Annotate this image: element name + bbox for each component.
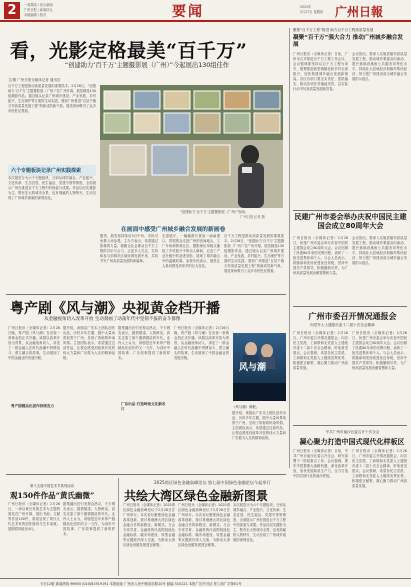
bottom-right-body-2: 广州日报讯（全媒体记者）2025湾区绿色金融高峰论坛于2月26日在广州举行。本次论坛聚焦绿色金融改革创新，探讨粤港澳大湾区绿色金融合作的新路径、新模式。与会专家学者、金融机构代表围绕绿色金融标准、碳市场建设、转型金融等议题展开深入交流，为推动大湾区绿色低碳发展建言献策。 xyxy=(178,503,230,547)
drama-body-2: 据介绍，该剧由广东本土团队创作出品，历时多年打磨，剧中大量场景取景于广州，呈现了浓郁的岭南风情。主创团队表示，希望通过这部作品，让观众感受到改革开放的伟大力量和广东敢为人先的精神品格。 xyxy=(63,326,115,360)
drama-subhead: 从金融视角切入改革开放 生动刻画了动荡年代中坚韧不拔的奋斗群像 xyxy=(44,317,181,322)
footer-ticker: 今日12版 新闻热线 96900 (020)81919191 本报地址 广州市人民中路同乐路10号 邮编 510121 本报广告许可证 粤工商广字第01号 xyxy=(0,578,411,587)
lead-body-1-cont: 百千万工程是推动高质量发展的重要抓手。2月26日，“创建助力‘百千万’主题摄影展（广州）”在广州开幕，展览精选130组摄影作品，通过镜头记录广州城乡建设、产业发展、乡村振兴、生态保护等方面的生动实践，展现广州推进“百县千镇万村高质量发展工程”的新成效新气象。展览现场吸引了众多市民驻足观看。 xyxy=(224,234,284,273)
right-body-5: 广州日报讯（全媒体记者）日前，中共广州市南沙区委召开全会，研究部署下一阶段重点工作。会议强调，要牢牢把握重大战略机遇，深化改革开放，加快发展新质生产力，全力打造中国式现代化的南沙样板。 xyxy=(293,449,348,478)
header-info: 一周要闻 / 综合新闻 广州日报 / 新闻综合 本版编辑 / 校对 xyxy=(24,3,53,17)
right-headline-2: 民建广州市委会举办庆祝中国民主建国会成立80周年大会 xyxy=(294,213,407,230)
drama-body-3: 剧集播出后引发观众热议，不少网友表示，剧情紧凑、人物鲜活，真实还原了那个激情燃烧的年代。业内人士认为，该剧是近年来粤产剧精品化创作的又一力作，为讲好中国故事、广东故事提供了新的样本。 xyxy=(118,326,170,360)
drama-divider xyxy=(6,294,286,295)
bottom-left-body-1: 广州日报讯（全媒体记者）2月26日，一场以黄氏家族艺术为主题的展览在广州开幕，展出书画、文献等作品150件，系统呈现了黄氏几代艺术家的创作脉络与艺术成就，展期将持续至4月。 xyxy=(8,502,60,531)
section-title: 要闻 xyxy=(172,4,204,20)
bottom-right-body-3: 本次展览分为六个专题板块，分别从城乡融合、产业振兴、文化传承、生态宜居、民生福祉、党建引领等维度，全面展示广州在推进百千万工程中的探索与成果。作品以纪实摄影为主，既有宏大的城市全景，也有细腻的人物特写，生动呈现了广州城乡面貌的深刻变化。 xyxy=(233,503,286,542)
lead-subsection-b: 在画面中感受广州城乡融合发展的新画卷 xyxy=(121,227,226,233)
page-number: 2 xyxy=(4,2,20,19)
right-body-3b: 会议指出，要深入实施县镇村高质量发展工程，推动城乡要素双向流动，提升基础设施和公共服务均等化水平，持续壮大县域经济和镇村集体经济，努力把广州建设成为城乡融合发展的示范区。 xyxy=(352,236,407,265)
right-divider-3 xyxy=(293,425,407,426)
lead-body-2: 本次展览分为六个专题板块，分别从城乡融合、产业振兴、文化传承、生态宜居、民生福祉、党建引领等维度，全面展示广州在推进百千万工程中的探索与成果。作品以纪实摄影为主，既有宏大的城市全景，也有细腻的人物特写，生动呈现了广州城乡面貌的深刻变化。 xyxy=(8,176,96,200)
right-headline-4: 凝心聚力打造中国式现代化样板区 xyxy=(299,438,405,446)
poster-caption: 《风与潮》海报。 xyxy=(232,405,260,409)
lead-byline: 文/图 广州日报全媒体记者 通讯员 xyxy=(8,78,61,82)
lead-headline: 看，光影定格最美“百千万” xyxy=(10,40,248,62)
right-divider-1 xyxy=(293,210,407,211)
lead-body-1: 百千万工程是推动高质量发展的重要抓手。2月26日，“创建助力‘百千万’主题摄影展（广州）”在广州开幕，展览精选130组摄影作品，通过镜头记录广州城乡建设、产业发展、乡村振兴、生态保护等方面的生动实践，展现广州推进“百县千镇万村高质量发展工程”的新成效新气象。展览现场吸引了众多市民驻足观看。 xyxy=(8,84,96,113)
right-headline-3: 广州市委召开情况通报会 xyxy=(308,312,397,321)
bottom-right-headline: 共绘大湾区绿色金融新图景 xyxy=(124,489,269,503)
drama-body-4: 广州日报讯（全媒体记者）2月26日晚，粤产剧《风与潮》在央视一套黄金档正式开播。该剧以改革开放为背景，从金融视角切入，讲述了一群金融人在时代浪潮中拼搏奋斗、勇立潮头的故事，生动展现了中国金融业的发展历程。 xyxy=(174,326,229,360)
lead-body-4: 走进展厅，一幅幅照片犹如一扇扇窗口，带领观众走进广州的田间地头、工厂车间和街巷社区。摄影师们用镜头捕捉了乡村振兴中的动人瞬间，记录了产业升级中的奋进身影，展现了城乡融合中的温暖故事。参观市民表示，展览让人真切感受到家乡的巨大变化。 xyxy=(162,234,220,268)
right-body-5b: 广州日报讯（全媒体记者）2月26日，广州市委召开情况通报会，向各民主党派、工商联和无党派人士通报市委十二届十次全会精神，听取意见建议。会议强调，希望各民主党派、工商联和无党派人士继续发挥优势，积极建言献策，凝心聚力推动广州高质量发展。 xyxy=(352,449,407,488)
bottom-divider xyxy=(6,474,286,475)
right-body-4b: 广州日报讯（全媒体记者）2月26日，民建广州市委会举办庆祝中国民主建国会成立80周年大会。会议回顾了民建80年来的光辉历程，表彰了一批先进集体和个人。与会人员表示，将继承和发扬民建优良传统，坚持中国共产党领导，积极履职尽责，为广州高质量发展贡献智慧和力量。 xyxy=(352,331,407,370)
photo-illustration xyxy=(100,85,283,208)
bottom-right-kicker: 2025湾区绿色金融高峰论坛 第七届中国绿色金融论坛今起举行 xyxy=(154,480,271,485)
bottom-right-body-1: 广州日报讯（全媒体记者）2025湾区绿色金融高峰论坛于2月26日在广州举行。本次论坛聚焦绿色金融改革创新，探讨粤港澳大湾区绿色金融合作的新路径、新模式。与会专家学者、金融机构代表围绕绿色金融标准、碳市场建设、转型金融等议题展开深入交流，为推动大湾区绿色低碳发展建言献策。 xyxy=(123,503,175,547)
masthead-logo: 广州日報 xyxy=(335,5,384,19)
right-body-4: 广州日报讯（全媒体记者）2月26日，广州市委召开情况通报会，向各民主党派、工商联和无党派人士通报市委十二届十次全会精神，听取意见建议。会议强调，希望各民主党派、工商联和无党派人士继续发挥优势，积极建言献策，凝心聚力推动广州高质量发展。 xyxy=(293,331,348,370)
drama-headline: 粤产剧《风与潮》央视黄金档开播 xyxy=(10,301,220,317)
page-header xyxy=(0,0,411,22)
drama-poster xyxy=(233,333,286,401)
right-headline-1: 凝聚“百千万”强大合力 推动广州城乡融合发展 xyxy=(293,35,403,48)
right-kicker-4: 中共广州市南沙区委召开十次全会 xyxy=(325,430,380,434)
lead-body-3: 据悉，展览将持续至3月中旬，市民可免费入场参观。主办方表示，希望通过影像的力量，凝聚全社会推动百千万工程的共识与合力，让更多人关注、支持和参与到城乡区域协调发展中来，共同书写广州高质量发展的新篇章。 xyxy=(100,234,158,263)
lead-subhead: “创建助力‘百千万’主题摄影展（广州）”今起展出130组佳作 xyxy=(64,62,230,69)
right-subhead-3: 向党外人士通报市委十二届十次全会精神 xyxy=(310,323,375,327)
right-body-3: 广州日报讯（全媒体记者）2月26日，民建广州市委会举办庆祝中国民主建国会成立80周年大会。会议回顾了民建80年来的光辉历程，表彰了一批先进集体和个人。与会人员表示，将继承和发扬民建优良传统，坚持中国共产党领导，积极履职尽责，为广州高质量发展贡献智慧和力量。 xyxy=(293,236,348,275)
right-kicker-1: 聚焦“百千万工程”推进 助力百千万工程高质量发展 xyxy=(293,28,374,32)
right-body-1: 广州日报讯（全媒体记者）日前，广州市召开推进百千万工程工作会议，会议强调要坚持以百千万工程为牵引，统筹推进新型城镇化和乡村全面振兴，加快构建城乡融合发展新格局。各区各部门要压实责任、狠抓落实，推动各项任务落地见效，以实际行动书写高质量发展新答卷。 xyxy=(293,52,348,91)
drama-subsection-b: 广东出品 打造岭南文化新名片 xyxy=(121,402,166,411)
right-divider-2 xyxy=(293,306,407,307)
poster-title: 风与潮 xyxy=(239,363,267,373)
column-rule-right xyxy=(289,28,290,468)
drama-body-1: 广州日报讯（全媒体记者）2月26日晚，粤产剧《风与潮》在央视一套黄金档正式开播。该剧以改革开放为背景，从金融视角切入，讲述了一群金融人在时代浪潮中拼搏奋斗、勇立潮头的故事，生动展现了中国金融业的发展历程。 xyxy=(8,326,60,360)
lead-subsection-a: 六个专题板块记录广州实践探索 xyxy=(8,165,96,176)
bottom-column-rule xyxy=(118,478,119,576)
drama-subsection-a: 粤产剧精品化创作持续发力 xyxy=(11,404,55,408)
bottom-left-headline: 观150件作品“黄氏幽微” xyxy=(10,491,95,500)
header-date: 2025年 2月27日 星期四 xyxy=(300,5,324,14)
drama-body-5: 据介绍，该剧由广东本土团队创作出品，历时多年打磨，剧中大量场景取景于广州，呈现了浓郁的岭南风情。主创团队表示，希望通过这部作品，让观众感受到改革开放的伟大力量和广东敢为人先的精神品格。 xyxy=(232,411,286,440)
right-body-2: 会议指出，要深入实施县镇村高质量发展工程，推动城乡要素双向流动，提升基础设施和公共服务均等化水平，持续壮大县域经济和镇村集体经济，努力把广州建设成为城乡融合发展的示范区。 xyxy=(352,52,407,81)
exhibition-photo xyxy=(100,85,283,208)
photo-caption: “创建助力‘百千万’主题摄影展（广州）”现场。 xyxy=(180,210,249,214)
photo-credit: 广州日报记者 摄 xyxy=(240,215,265,219)
bottom-left-kicker: 第十五届中国艺术节系列活动 xyxy=(30,484,75,488)
bottom-left-body-2: 剧集播出后引发观众热议，不少网友表示，剧情紧凑、人物鲜活，真实还原了那个激情燃烧的年代。业内人士认为，该剧是近年来粤产剧精品化创作的又一力作，为讲好中国故事、广东故事提供了新的样本。 xyxy=(63,502,115,536)
